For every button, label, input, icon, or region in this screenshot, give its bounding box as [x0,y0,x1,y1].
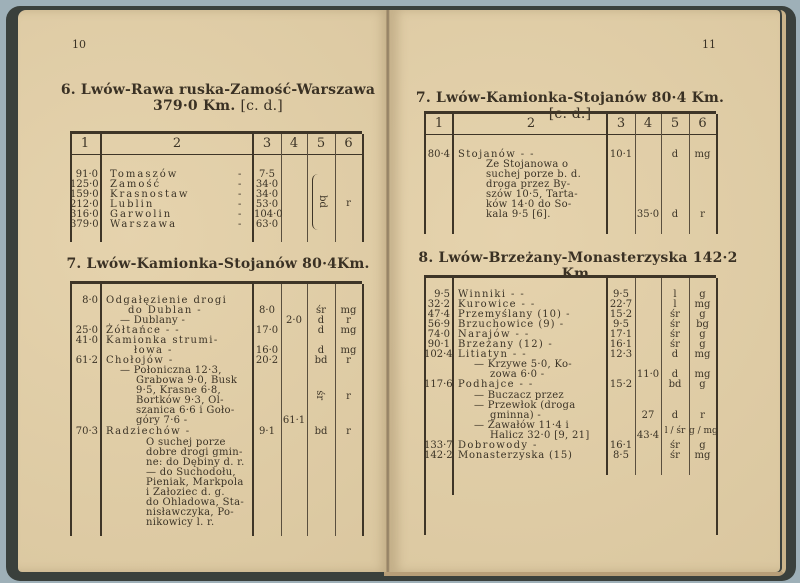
section-title-line: 7. Lwów-Kamionka-Stojanów 80·4 Km. [415,90,725,106]
surface-cell: r [700,410,705,421]
column-header: 5 [670,116,680,131]
distance-cell: 15·2 [609,379,633,390]
note-line: ków 14·0 do So- [486,199,572,210]
km-cell: 74·0 [427,329,450,340]
km-cell: 8·0 [82,295,98,306]
place-cell: Litiatyn - - [458,349,528,360]
distance-cell: 20·2 [255,355,279,366]
distance-cell: 10·1 [609,149,633,160]
distance-cell: 63·0 [255,219,279,230]
place-cell: — Zawałów 11·4 i [474,420,570,431]
note-line: dobre drogi gmin- [146,447,243,458]
surface-cell: mg [694,149,711,160]
road-quality-cell: bd [314,355,328,366]
surface-cell: r [700,209,705,220]
road-quality-cell: śr [670,339,680,350]
table-header [70,134,362,155]
branch-distance-cell: 2·0 [286,315,302,326]
place-cell: — Krzywe 5·0, Ko- [474,359,572,370]
column-header: 2 [172,136,182,151]
dash: - [238,219,242,230]
surface-cell: mg [340,325,357,336]
km-cell: 102·4 [424,349,453,360]
column-rule [335,134,336,242]
distance-cell: 9·5 [613,319,629,330]
road-quality-cell: d [671,369,679,380]
surface-cell: mg [340,345,357,356]
column-rule [424,114,426,234]
dash: - [238,169,242,180]
distance-cell: 16·0 [255,345,279,356]
column-header: 1 [434,116,444,131]
place-cell: Kurowice - - [458,299,536,310]
road-quality-cell: bd [314,426,328,437]
distance-cell: 17·0 [255,325,279,336]
place-cell: do Dublan - [128,305,203,316]
surface-cell: mg [694,349,711,360]
distance-cell: 17·1 [609,329,633,340]
km-cell: 159·0 [70,189,99,200]
column-rule [100,284,102,536]
section-7-title: 7. Lwów-Kamionka-Stojanów 80·4Km. [66,256,370,272]
km-cell: 9·5 [434,289,450,300]
note-line: szów 10·5, Tarta- [486,189,578,200]
km-cell: 32·2 [427,299,450,310]
distance-cell: 53·0 [255,199,279,210]
place-cell: 9·5, Krasne 6·8, [136,385,222,396]
place-cell: szanica 6·6 i Goło- [136,405,235,416]
surface-cell: mg [694,299,711,310]
branch-distance-cell: 35·0 [636,209,660,220]
place-cell: Podhajce - - [458,379,534,390]
km-cell: 90·1 [427,339,450,350]
km-cell: 41·0 [75,335,98,346]
distance-cell: 9·5 [613,289,629,300]
place-cell: Brzeżany (12) - [458,339,553,350]
surface-cell: r [346,198,351,209]
road-quality-cell: śr [670,319,680,330]
column-header: 6 [344,136,353,151]
branch-distance-cell: 61·1 [282,415,306,426]
km-cell: 56·9 [427,319,450,330]
note-line: suchej porze b. d. [486,169,582,180]
section-6-table [70,131,362,242]
distance-cell: 16·1 [609,440,633,451]
branch-distance-cell: 43·4 [636,430,660,441]
dash: - [238,199,242,210]
distance-cell: 16·1 [609,339,633,350]
place-cell: góry 7·6 - [136,415,188,426]
note-line: Ze Stojanowa o [486,159,569,170]
right-page [390,10,780,572]
section-8-table [424,275,716,535]
note-line: nikowicy l. r. [146,517,215,528]
column-header: 2 [526,116,536,131]
place-cell: Tomaszów [110,169,179,180]
column-rule [716,114,718,234]
surface-cell: r [346,426,351,437]
branch-distance-cell: 27 [641,410,655,421]
place-cell: Bortków 9·3, Ol- [136,395,224,406]
place-cell: Chołojów - [106,355,174,366]
distance-cell: 15·2 [609,309,633,320]
surface-cell: g [699,309,706,320]
road-quality-cell: d [317,315,325,326]
place-cell: Odgałęzienie drogi [106,295,228,306]
column-rule [716,278,718,535]
place-cell: — Dublany - [120,315,186,326]
road-quality-cell: śr [316,305,326,316]
km-cell: 70·3 [75,426,98,437]
km-cell: 61·2 [75,355,98,366]
note-line: droga przez By- [486,179,571,190]
km-cell: 80·4 [427,149,450,160]
continued-note: [c. d.] [240,98,283,114]
place-cell: Żółtańce - - [106,325,181,336]
road-quality-cell: l [673,289,677,300]
place-cell: Garwolin [110,209,173,220]
dash: - [238,179,242,190]
column-header: 1 [80,136,90,151]
surface-cell: mg [694,450,711,461]
note-line: kala 9·5 [6]. [486,209,551,220]
road-quality-cell: śr [314,390,326,401]
road-quality-cell: śr [670,440,680,451]
road-quality-cell: d [671,209,679,220]
place-cell: Krasnostaw [110,189,190,200]
column-rule [307,134,308,242]
road-quality-cell: bd [316,195,328,208]
distance-cell: 7·5 [259,169,275,180]
column-header: 4 [289,136,299,151]
place-cell: Halicz 32·0 [9, 21] [490,430,590,441]
surface-cell: bg [696,319,709,330]
column-header: 3 [616,116,626,131]
place-cell: Brzuchowice (9) - [458,319,565,330]
place-cell: Kamionka strumi- [106,335,219,346]
place-cell: Grabowa 9·0, Busk [136,375,238,386]
table-header [424,114,716,135]
km-cell: 25·0 [75,325,98,336]
place-cell: — Przewłok (droga [474,400,576,411]
distance-cell: 8·0 [259,305,275,316]
road-quality-cell: śr [670,329,680,340]
surface-cell: g [699,339,706,350]
page-number: 11 [702,38,716,51]
surface-cell: r [346,391,351,402]
column-header: 5 [316,136,326,151]
surface-cell: r [346,355,351,366]
place-cell: Dobrowody - [458,440,538,451]
km-cell: 117·6 [424,379,453,390]
column-rule [362,134,364,242]
note-line: i Załoziec d. g. [146,487,225,498]
place-cell: Lublin [110,199,155,210]
section-7-table [70,281,362,536]
place-cell: Winniki - - [458,289,526,300]
column-header: 6 [698,116,707,131]
note-line: do Ohladowa, Sta- [146,497,245,508]
km-cell: 212·0 [70,199,99,210]
road-quality-cell: d [317,325,325,336]
surface-cell: g [699,379,706,390]
place-cell: — Buczacz przez [474,390,564,401]
place-cell: — Połoniczna 12·3, [120,365,222,376]
place-cell: gminna) - [490,410,542,421]
place-cell: Zamość [110,179,162,190]
place-cell: Radziechów - [106,426,191,437]
column-rule [100,134,102,242]
distance-cell: 8·5 [613,450,629,461]
section-7-continued-table [424,111,716,234]
road-quality-cell: d [671,149,679,160]
note-line: — do Suchodołu, [146,467,236,478]
surface-cell: g [699,289,706,300]
column-rule [252,284,254,536]
column-rule [606,114,608,234]
surface-cell: g [699,440,706,451]
note-line: O suchej porze [146,437,226,448]
column-header: 4 [643,116,653,131]
road-quality-cell: śr [670,450,680,461]
km-cell: 125·0 [70,179,99,190]
section-title-line [58,98,378,114]
road-quality-cell: d [671,410,679,421]
distance-cell: 104·0 [254,209,283,220]
road-quality-cell: bd [668,379,682,390]
road-quality-cell: d [317,345,325,356]
km-cell: 133·7 [424,440,453,451]
surface-cell: r [346,315,351,326]
column-header: 3 [262,136,272,151]
column-rule [362,284,364,536]
place-cell: Stojanów - - [458,149,535,160]
road-quality-cell: śr [670,309,680,320]
road-quality-cell: l / śr [664,426,686,436]
column-rule [452,114,454,234]
column-rule [281,134,282,242]
branch-distance-cell: 11·0 [636,369,660,380]
surface-cell: g / mg [689,426,718,436]
distance-cell: 22·7 [609,299,633,310]
surface-cell: mg [340,305,357,316]
left-page [18,10,390,572]
place-cell: Narajów - - [458,329,530,340]
distance-cell: 12·3 [609,349,633,360]
place-cell: zowa 6·0 - [490,369,545,380]
km-cell: 316·0 [70,209,99,220]
note-line: ne: do Dębiny d. r. [146,457,245,468]
surface-cell: g [699,329,706,340]
section-title-line: 6. Lwów-Rawa ruska-Zamość-Warszawa [60,82,376,98]
column-rule [70,284,72,536]
distance-cell: 9·1 [259,426,275,437]
surface-cell: mg [694,369,711,380]
continued-note: [c. d.] [548,106,592,122]
km-cell: 379·0 [70,219,99,230]
km-cell: 91·0 [75,169,98,180]
km-cell: 142·2 [424,450,453,461]
km-cell: 47·4 [427,309,450,320]
note-line: Pieniak, Markpola [146,477,244,488]
place-cell: Monasterzyska (15) [458,450,573,461]
dash: - [238,189,242,200]
note-line: nisławczyka, Po- [146,507,234,518]
road-quality-cell: l [673,299,677,310]
dash: - [238,209,242,220]
distance-cell: 34·0 [255,189,279,200]
section-8-title: 8. Lwów-Brzeżany-Monasterzyska 142·2 Km. [418,250,738,282]
route-length: 379·0 Km. [153,98,236,114]
place-cell: łowa - [134,345,173,356]
page-number: 10 [72,38,86,51]
road-quality-cell: d [671,349,679,360]
section-6-title [58,82,378,114]
place-cell: Przemyślany (10) - [458,309,571,320]
distance-cell: 34·0 [255,179,279,190]
place-cell: Warszawa [110,219,178,230]
